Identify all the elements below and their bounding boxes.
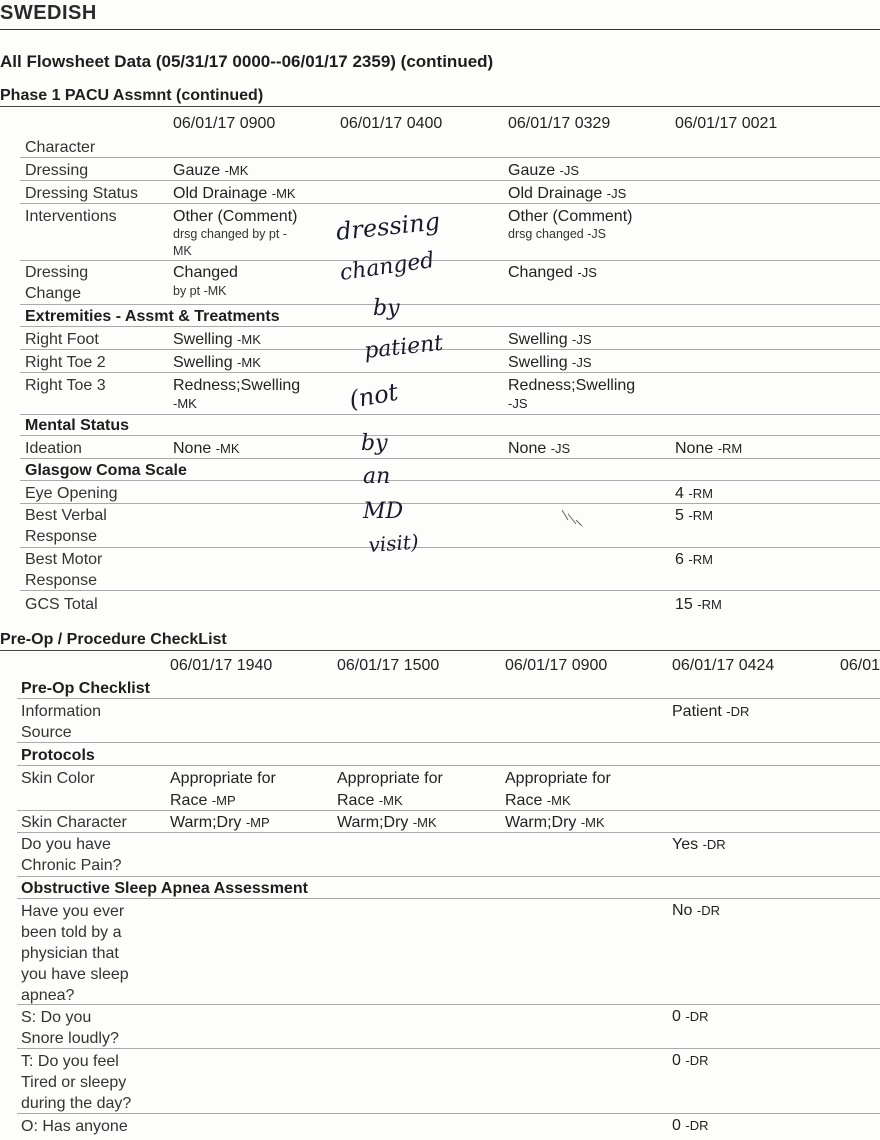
row-divider (17, 832, 880, 833)
cell-skin-color-1500: Appropriate for Race -MK (337, 770, 443, 809)
row-label-gcs-total: GCS Total (25, 596, 98, 613)
group-header-protocols: Protocols (21, 747, 95, 764)
row-divider (17, 1113, 880, 1114)
row-label-chronic-pain: Do you have Chronic Pain? (21, 836, 122, 874)
group-header-preop-checklist: Pre-Op Checklist (21, 680, 150, 697)
row-label-tired: T: Do you feel Tired or sleepy during the day? (21, 1053, 132, 1112)
brand-name: SWEDISH (0, 2, 97, 24)
cell-sleep-apnea-0424: No -DR (672, 902, 721, 919)
cell-skin-color-0900: Appropriate for Race -MK (505, 770, 611, 809)
stray-pen-marks (558, 506, 588, 530)
row-label-eye-opening: Eye Opening (25, 485, 118, 502)
cell-interventions-0900-note2: MK (173, 244, 192, 258)
col-header-0900: 06/01/17 0900 (173, 115, 276, 132)
hw-line: an (363, 464, 391, 489)
row-label-skin-color: Skin Color (21, 770, 95, 787)
col-header-truncated: 06/01 (840, 657, 880, 674)
row-label-snore: S: Do you Snore loudly? (21, 1009, 119, 1047)
group-header-extremities: Extremities - Assmt & Treatments (25, 308, 280, 325)
row-label-right-toe-2: Right Toe 2 (25, 354, 106, 371)
cell-dressing-0900: Gauze -MK (173, 162, 249, 179)
section-title-pacu: Phase 1 PACU Assmnt (continued) (0, 87, 264, 104)
cell-ideation-0329: None -JS (508, 440, 571, 457)
cell-dressing-change-0900: Changed (173, 264, 238, 281)
cell-right-toe-2-0329: Swelling -JS (508, 354, 592, 371)
col-header-0400: 06/01/17 0400 (340, 115, 443, 132)
col-header-0329: 06/01/17 0329 (508, 115, 611, 132)
cell-skin-character-1940: Warm;Dry -MP (170, 814, 270, 831)
cell-best-verbal-0021: 5 -RM (675, 507, 713, 524)
row-divider (17, 1004, 880, 1005)
row-divider (20, 180, 880, 181)
cell-right-toe-3-0900: Redness;Swelling (173, 377, 301, 394)
row-label-right-toe-3: Right Toe 3 (25, 377, 106, 394)
cell-right-foot-0329: Swelling -JS (508, 331, 592, 348)
cell-dressing-status-0329: Old Drainage -JS (508, 185, 627, 202)
cell-dressing-change-0329: Changed -JS (508, 264, 597, 281)
section-rule-preop (0, 650, 880, 651)
cell-interventions-0900: Other (Comment) (173, 208, 298, 225)
hw-line: (not (347, 377, 401, 414)
cell-gcs-total-0021: 15 -RM (675, 596, 722, 613)
cell-snore-0424: 0 -DR (672, 1008, 709, 1025)
section-title-preop: Pre-Op / Procedure CheckList (0, 631, 227, 648)
cell-dressing-0329: Gauze -JS (508, 162, 580, 179)
row-divider (17, 742, 880, 743)
row-label-character: Character (25, 139, 96, 156)
cell-interventions-0329-note: drsg changed -JS (508, 227, 606, 241)
cell-interventions-0900-note: drsg changed by pt - (173, 227, 287, 241)
cell-interventions-0329: Other (Comment) (508, 208, 633, 225)
group-header-osa: Obstructive Sleep Apnea Assessment (21, 880, 308, 897)
row-label-ideation: Ideation (25, 440, 82, 457)
row-divider (20, 590, 880, 591)
row-divider (17, 898, 880, 899)
row-divider (17, 698, 880, 699)
cell-right-toe-3-0329-init: -JS (508, 396, 528, 411)
cell-ideation-0021: None -RM (675, 440, 743, 457)
row-label-best-motor: Best Motor Response (25, 551, 103, 589)
col-header-0900: 06/01/17 0900 (505, 657, 608, 674)
row-label-information-source: Information Source (21, 703, 102, 741)
cell-skin-character-0900: Warm;Dry -MK (505, 814, 605, 831)
cell-dressing-status-0900: Old Drainage -MK (173, 185, 296, 202)
hw-line: by (361, 431, 388, 456)
cell-skin-color-1940: Appropriate for Race -MP (170, 770, 276, 809)
cell-tired-0424: 0 -DR (672, 1052, 709, 1069)
group-header-mental-status: Mental Status (25, 417, 130, 434)
row-divider (17, 810, 880, 811)
cell-right-toe-3-0900-init: -MK (173, 396, 197, 411)
cell-information-source-0424: Patient -DR (672, 703, 750, 720)
cell-ideation-0900: None -MK (173, 440, 240, 457)
row-label-right-foot: Right Foot (25, 331, 99, 348)
row-divider (17, 1048, 880, 1049)
hw-line: visit) (367, 529, 420, 557)
cell-right-foot-0900: Swelling -MK (173, 331, 261, 348)
handwritten-annotation (325, 200, 495, 560)
handwritten-note-text (335, 207, 445, 557)
hw-line: changed (338, 247, 436, 286)
brand-rule (0, 29, 880, 30)
row-divider (17, 876, 880, 877)
cell-dressing-change-0900-note: by pt -MK (173, 284, 227, 298)
row-label-best-verbal: Best Verbal Response (25, 507, 107, 545)
hw-line: MD (363, 499, 404, 524)
cell-eye-opening-0021: 4 -RM (675, 485, 713, 502)
col-header-0424: 06/01/17 0424 (672, 657, 775, 674)
hw-line: by (373, 296, 400, 321)
row-divider (20, 157, 880, 158)
hw-line: dressing (334, 207, 442, 246)
col-header-0021: 06/01/17 0021 (675, 115, 778, 132)
col-header-1500: 06/01/17 1500 (337, 657, 440, 674)
document-title: All Flowsheet Data (05/31/17 0000--06/01/17 2359) (continued) (0, 52, 494, 71)
hw-line: patient (363, 330, 445, 364)
row-label-dressing: Dressing (25, 162, 89, 179)
cell-best-motor-0021: 6 -RM (675, 551, 713, 568)
row-label-dressing-change: Dressing Change (25, 264, 89, 302)
row-label-sleep-apnea: Have you ever been told by a physician that you have sleep apnea? (21, 903, 129, 1004)
col-header-1940: 06/01/17 1940 (170, 657, 273, 674)
group-header-gcs: Glasgow Coma Scale (25, 462, 187, 479)
cell-right-toe-2-0900: Swelling -MK (173, 354, 261, 371)
row-label-interventions: Interventions (25, 208, 117, 225)
row-divider (17, 765, 880, 766)
section-rule-pacu (0, 106, 880, 107)
cell-observed-0424: 0 -DR (672, 1117, 709, 1134)
cell-skin-character-1500: Warm;Dry -MK (337, 814, 437, 831)
cell-chronic-pain-0424: Yes -DR (672, 836, 726, 853)
row-label-dressing-status: Dressing Status (25, 185, 138, 202)
row-label-skin-character: Skin Character (21, 814, 127, 831)
row-label-observed: O: Has anyone (21, 1118, 128, 1135)
cell-right-toe-3-0329: Redness;Swelling (508, 377, 636, 394)
handwritten-note-svg (325, 200, 495, 560)
